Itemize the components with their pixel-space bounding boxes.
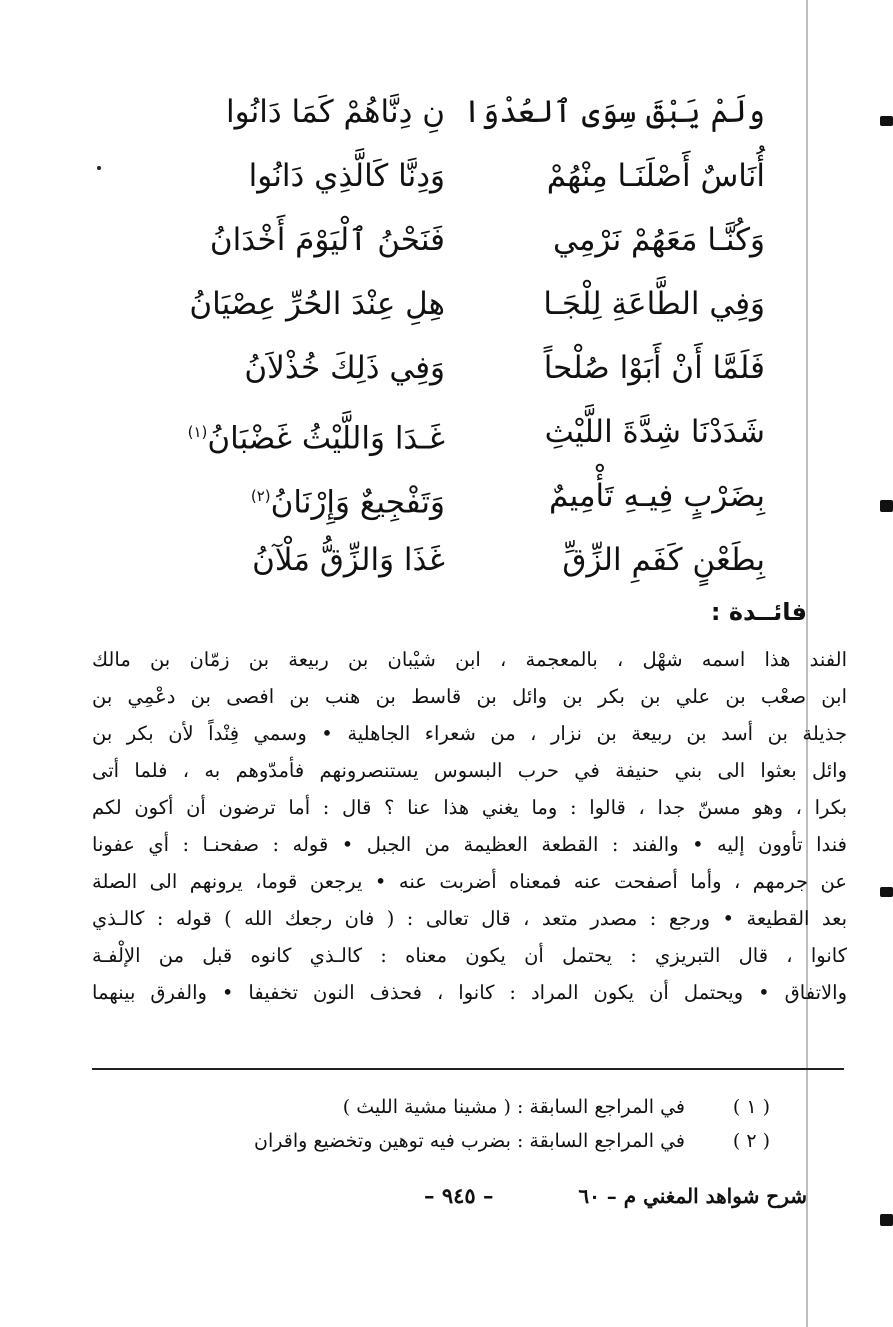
prose-line: بكرا ، وهو مسنّ جدا ، قالوا : وما يغني هذا عنا ؟ قال : أما ترضون أن أكون لكم bbox=[92, 796, 847, 819]
verse-second-hemistich bbox=[175, 208, 445, 272]
commentary-paragraph bbox=[92, 641, 847, 1011]
poem-verses bbox=[175, 80, 765, 592]
verse-second-hemistich bbox=[175, 80, 445, 144]
footnote-number: ( ٢ ) bbox=[732, 1130, 770, 1152]
verse-first-hemistich: بِطَعْنٍ كَفَمِ الزِّقِّ bbox=[562, 542, 765, 578]
prose-line: وائل بعثوا الى بني حنيفة في حرب البسوس يستنصرونهم فأمدّوهم به ، فلما أتى bbox=[92, 759, 847, 782]
verse-second-hemistich bbox=[175, 272, 445, 336]
verse-second-hemistich bbox=[175, 336, 445, 400]
prose-line: فندا تأوون إليه • والفند : القطعة العظيمة من الجبل • قوله : صفحنـا : أي عفونا bbox=[92, 833, 847, 856]
verse-second-text: وَتَفْجِيعٌ وَإِرْنَانُ bbox=[270, 484, 445, 521]
verse-first-hemistich: أُنَاسٌ أَصْلَنَـا مِنْهُمْ bbox=[546, 158, 765, 194]
prose-line: والاتفاق • ويحتمل أن يكون المراد : كانوا ، فحذف النون تخفيفا • والفرق بينهما bbox=[92, 981, 847, 1004]
section-heading: فائــدة : bbox=[710, 598, 807, 626]
footnote-number: ( ١ ) bbox=[732, 1096, 770, 1118]
verse-line bbox=[175, 144, 765, 208]
footnote bbox=[170, 1124, 770, 1158]
footnote-text: في المراجع السابقة : ( مشينا مشية الليث ) bbox=[342, 1096, 685, 1118]
verse-first-hemistich: ولَمْ يَبْقَ سِوَى ٱلعُدْوَا bbox=[462, 94, 765, 130]
prose-line: جذيلة بن أسد بن ربيعة بن نزار ، من شعراء الجاهلية • وسمي فِنْداً لأن بكر بن bbox=[92, 722, 847, 745]
verse-second-text: وَدِنَّا كَالَّذِي دَانُوا bbox=[248, 158, 445, 194]
verse-first-hemistich: وَفِي الطَّاعَةِ لِلْجَـا bbox=[543, 286, 765, 322]
footnote bbox=[170, 1090, 770, 1124]
verse-first-hemistich: بِضَرْبٍ فِيـهِ تَأْمِيمٌ bbox=[548, 478, 765, 514]
prose-line: كانوا ، قال التبريزي : يحتمل أن يكون معناه : كالـذي كانوه قبل من الإلْفـة bbox=[92, 944, 847, 967]
verse-second-hemistich bbox=[175, 528, 445, 592]
verse-first-hemistich: وَكُنَّـا مَعَهُمْ نَرْمِي bbox=[553, 222, 765, 258]
verse-second-text: وَفِي ذَلِكَ خُذْلاَنُ bbox=[244, 350, 445, 386]
verse-second-text: هِلِ عِنْدَ الحُرِّ عِصْيَانُ bbox=[189, 286, 445, 322]
verse-second-text: فَنَحْنُ ٱلْيَوْمَ أَخْدَانُ bbox=[209, 222, 445, 258]
verse-second-text: غَـدَا وَاللَّيْثُ غَضْبَانُ bbox=[207, 420, 445, 457]
verse-line bbox=[175, 464, 765, 528]
verse-second-hemistich bbox=[175, 464, 445, 534]
verse-line bbox=[175, 272, 765, 336]
edge-ink-mark bbox=[880, 116, 893, 126]
edge-ink-mark bbox=[880, 887, 893, 897]
verse-second-hemistich bbox=[175, 144, 445, 208]
page-number: – ٩٤٥ – bbox=[424, 1183, 494, 1208]
prose-line: الفند هذا اسمه شهْل ، بالمعجمة ، ابن شيْبان بن ربيعة بن زمّان بن مالك bbox=[92, 648, 847, 671]
footnote-reference: (١) bbox=[187, 423, 208, 441]
verse-line bbox=[175, 400, 765, 464]
footnote-reference: (٢) bbox=[250, 487, 271, 505]
verse-line bbox=[175, 528, 765, 592]
edge-ink-mark bbox=[880, 500, 893, 512]
verse-line bbox=[175, 80, 765, 144]
footnote-separator bbox=[92, 1068, 844, 1070]
prose-line: ابن صعْب بن علي بن بكر بن وائل بن قاسط بن هنب بن افصى بن دعْمِي بن bbox=[92, 685, 847, 708]
verse-line bbox=[175, 208, 765, 272]
edge-ink-mark bbox=[880, 1214, 893, 1226]
verse-second-text: نِ دِنَّاهُمْ كَمَا دَانُوا bbox=[226, 94, 445, 130]
verse-first-hemistich: شَدَدْنَا شِدَّةَ اللَّيْثِ bbox=[544, 414, 765, 450]
footnotes bbox=[170, 1090, 770, 1158]
running-title: شرح شواهد المغني م – ٦٠ bbox=[578, 1184, 807, 1208]
verse-second-text: غَذَا وَالزِّقُّ مَلْآنُ bbox=[252, 542, 445, 578]
footnote-text: في المراجع السابقة : بضرب فيه توهين وتخضيع واقران bbox=[254, 1130, 685, 1152]
prose-line: بعد القطيعة • ورجع : مصدر متعد ، قال تعالى : ( فان رجعك الله ) قوله : كالـذي bbox=[92, 907, 847, 930]
prose-line: عن جرمهم ، وأما أصفحت عنه فمعناه أضربت عنه • يرجعن قوما، يرونهم الى الصلة bbox=[92, 870, 847, 893]
verse-line bbox=[175, 336, 765, 400]
stray-dot bbox=[97, 166, 101, 170]
verse-first-hemistich: فَلَمَّا أَنْ أَبَوْا صُلْحاً bbox=[543, 350, 765, 386]
verse-second-hemistich bbox=[175, 400, 445, 470]
